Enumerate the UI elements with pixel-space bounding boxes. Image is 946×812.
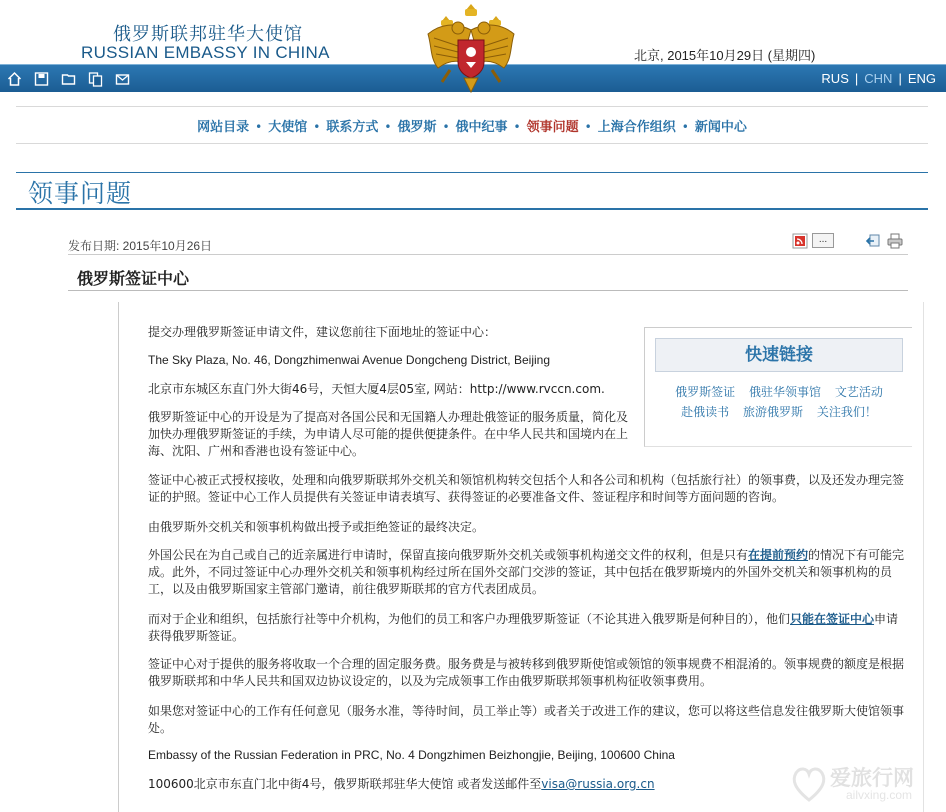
lang-chn-link[interactable]: CHN — [864, 71, 893, 86]
watermark-url: ailvxing.com — [846, 788, 913, 802]
visa-center-only-link[interactable]: 只能在签证中心 — [790, 612, 875, 626]
nav-separator: • — [584, 120, 592, 134]
lang-eng-link[interactable]: ENG — [907, 71, 936, 86]
nav-separator: • — [681, 120, 689, 134]
lang-separator: | — [898, 71, 902, 86]
save-icon[interactable] — [33, 71, 50, 87]
quick-links-box — [644, 327, 912, 447]
nav-embassy[interactable]: 大使馆 — [268, 120, 308, 135]
p12-text: 100600北京市东直门北中街4号，俄罗斯联邦驻华大使馆 或者发送邮件至 — [148, 777, 542, 791]
publish-date: 发布日期: 2015年10月26日 — [68, 239, 213, 253]
paragraph-embassy-address-en: Embassy of the Russian Federation in PRC, No. 4 Dongzhimen Beizhongjie, Beijing, 100600 China — [148, 748, 675, 762]
paragraph-feedback: 如果您对签证中心的工作有任何意见（服务水准，等待时间，员工举止等）或者关于改进工作的建议，您可以将这些信息发往俄罗斯大使馆领事处。 — [148, 704, 905, 735]
paragraph-direct-submission — [148, 547, 908, 598]
section-header — [16, 172, 928, 210]
watermark — [790, 760, 940, 810]
nav-consular-issues[interactable]: 领事问题 — [526, 120, 579, 135]
heart-logo-icon — [790, 762, 828, 804]
advance-appointment-link[interactable]: 在提前预约 — [748, 548, 809, 562]
back-icon[interactable] — [865, 233, 881, 249]
quick-link-cultural-events[interactable]: 文艺活动 — [834, 385, 883, 399]
meta-divider — [68, 254, 908, 255]
article-title: 俄罗斯签证中心 — [77, 269, 190, 288]
nav-separator: • — [255, 120, 263, 134]
title-divider — [68, 290, 908, 291]
nav-site-directory[interactable]: 网站目录 — [197, 120, 250, 135]
quick-links-panel — [655, 338, 903, 432]
nav-separator: • — [313, 120, 321, 134]
nav-separator: • — [442, 120, 450, 134]
nav-separator: • — [384, 120, 392, 134]
mail-icon[interactable] — [114, 71, 131, 87]
language-switcher — [821, 71, 936, 86]
folder-icon[interactable] — [60, 71, 77, 87]
p7-text-a: 外国公民在为自己或自己的近亲属进行申请时，保留直接向俄罗斯外交机关或领事机构递交文件的权利，但是只有 — [148, 548, 749, 562]
header-date: 北京, 2015年10月29日 (星期四) — [634, 48, 816, 63]
quick-link-russia-visa[interactable]: 俄罗斯签证 — [675, 385, 736, 399]
lang-rus-link[interactable]: RUS — [821, 71, 849, 86]
paragraph-service-fee: 签证中心对于提供的服务将收取一个合理的固定服务费。服务费是与被转移到俄罗斯使馆或领馆的领事规费不相混淆的。领事规费的额度是根据俄罗斯联邦和中华人民共和国双边协议设定的，以及为完成领事工作由俄罗斯联邦领事机构征收领事费用。 — [148, 657, 905, 688]
article-actions — [865, 233, 903, 249]
quick-link-study-in-russia[interactable]: 赴俄读书 — [681, 405, 730, 419]
p7-text-b: 的情况下有可能完成。此外，不同过签证中心办理外交机关和领事机构经过所在国外交部门交涉的签证，其中包括在俄罗斯境内的外国外交机关和领事机构的员工，以及由俄罗斯国家主管部门邀请，前往俄罗斯联邦的官方代表团成员。 — [148, 548, 905, 596]
quick-links-title: 快速链接 — [655, 338, 903, 372]
site-title-en[interactable]: RUSSIAN EMBASSY IN CHINA — [81, 43, 330, 62]
paragraph-authorization: 签证中心被正式授权接收，处理和向俄罗斯联邦外交机关和领馆机构转交包括个人和各公司和机构（包括旅行社）的领事费，以及还发办理完签证的护照。签证中心工作人员提供有关签证申请表填写、获得签证的必要准备文件、签证程序和时间等方面问题的咨询。 — [148, 473, 905, 504]
watermark-text: 爱旅行网 — [830, 766, 914, 790]
quick-link-follow-us[interactable]: 关注我们！ — [816, 405, 877, 419]
nav-russia-china-chronicle[interactable]: 俄中纪事 — [455, 120, 508, 135]
main-navigation — [16, 106, 928, 144]
documents-icon[interactable] — [87, 71, 104, 87]
paragraph-purpose: 俄罗斯签证中心的开设是为了提高对各国公民和无国籍人办理赴俄签证的服务质量，简化及加快办理俄罗斯签证的手续，为申请人尽可能的提供便捷条件。在中华人民共和国境内在上海、沈阳、广州和香港也设有签证中心。 — [148, 410, 629, 458]
paragraph-final-decision: 由俄罗斯外交机关和领事机构做出授予或拒绝签证的最终决定。 — [148, 520, 485, 534]
quick-links-row — [655, 402, 903, 422]
russian-coat-of-arms-icon — [420, 0, 522, 102]
toolbar-icons — [6, 71, 131, 87]
nav-russia[interactable]: 俄罗斯 — [397, 120, 437, 135]
quick-link-consulates[interactable]: 俄驻华领事馆 — [748, 385, 821, 399]
more-share-button[interactable]: ... — [812, 233, 834, 248]
paragraph-address-en: The Sky Plaza, No. 46, Dongzhimenwai Avenue Dongcheng District, Beijing — [148, 353, 550, 367]
paragraph-address-cn: 北京市东城区东直门外大街46号，天恒大厦4层05室, 网站：http://www.rvccn.com. — [148, 382, 605, 396]
p8-text-a: 而对于企业和组织，包括旅行社等中介机构，为他们的员工和客户办理俄罗斯签证（不论其进入俄罗斯是何种目的），他们 — [148, 612, 791, 626]
share-tools — [792, 233, 834, 249]
rss-share-icon[interactable] — [792, 233, 808, 249]
nav-sco[interactable]: 上海合作组织 — [597, 120, 676, 135]
section-title: 领事问题 — [28, 179, 133, 208]
paragraph-organizations — [148, 611, 908, 645]
quick-link-travel-russia[interactable]: 旅游俄罗斯 — [742, 405, 803, 419]
home-icon[interactable] — [6, 71, 23, 87]
paragraph-intro: 提交办理俄罗斯签证申请文件，建议您前往下面地址的签证中心： — [148, 325, 497, 339]
visa-email-link[interactable]: visa@russia.org.cn — [541, 777, 655, 791]
nav-contacts[interactable]: 联系方式 — [326, 120, 379, 135]
lang-separator: | — [854, 71, 859, 86]
nav-news-center[interactable]: 新闻中心 — [694, 120, 747, 135]
quick-links-row — [655, 382, 903, 402]
print-icon[interactable] — [887, 233, 903, 249]
quick-links-list — [655, 382, 903, 422]
nav-separator: • — [513, 120, 521, 134]
p8-text-b: 申请获得俄罗斯签证。 — [148, 612, 899, 643]
site-title-cn[interactable]: 俄罗斯联邦驻华大使馆 — [113, 24, 303, 45]
